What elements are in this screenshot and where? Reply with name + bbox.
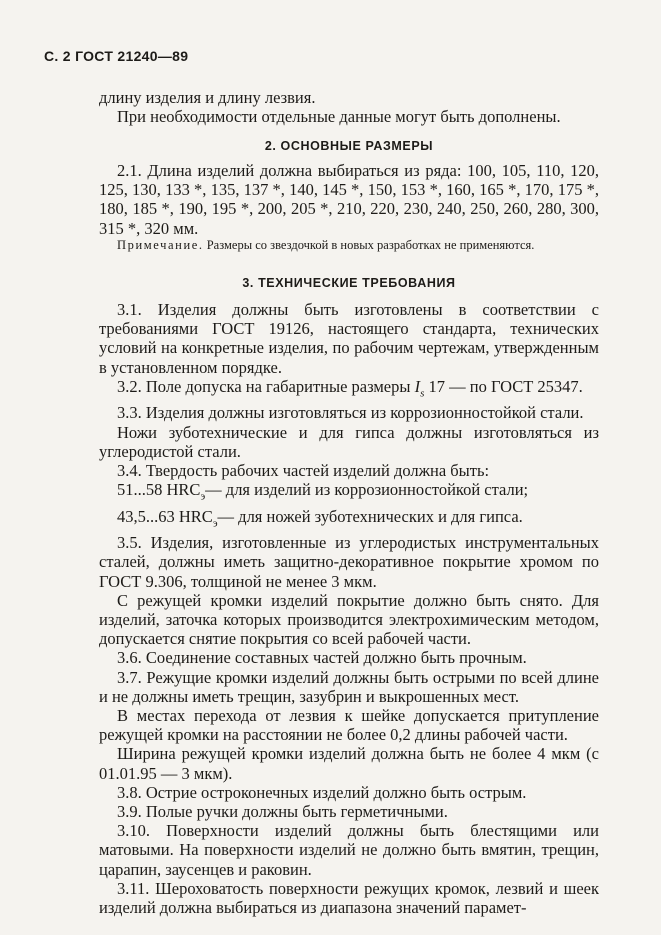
paragraph-3-2-text-a: 3.2. Поле допуска на габаритные размеры [117,376,415,396]
paragraph-3-4: 3.4. Твердость рабочих частей изделий должна быть: [117,460,490,480]
paragraph-3-5b: С режущей кромки изделий покрытие должно быть снято. Для изделий, заточка которых производится электрохимическим методом, допускается снятие покрытия со всей рабочей части. [99,590,599,649]
hardness-value-1: 51...58 HRC [117,480,201,500]
page-header: С. 2 ГОСТ 21240—89 [44,48,189,64]
paragraph-3-10: 3.10. Поверхности изделий должны быть блестящими или матовыми. На поверхности изделий не должно быть вмятин, трещин, царапин, заусенцев и раковин. [99,821,599,879]
intro-line-2: При необходимости отдельные данные могут быть дополнены. [117,107,561,127]
paragraph-3-2-text-b: 17 — по ГОСТ 25347. [424,376,583,396]
intro-text [99,88,599,126]
hardness-subscript-1: э [200,490,206,503]
paragraph-3-2 [99,377,599,404]
paragraph-3-5: 3.5. Изделия, изготовленные из углеродистых инструментальных сталей, должны иметь защитно-декоративное покрытие хромом по ГОСТ 9.306, толщиной не менее 3 мкм. [99,533,599,591]
tolerance-subscript: s [420,387,425,400]
intro-line-1: длину изделия и длину лезвия. [99,88,316,107]
paragraph-3-1: 3.1. Изделия должны быть изготовлены в соответствии с требованиями ГОСТ 19126, настоящего стандарта, технических условий на конкретные изделия, по рабочим чертежам, утвержденным в установленном порядке. [99,300,599,377]
paragraph-3-3: 3.3. Изделия должны изготовляться из коррозионностойкой стали. [117,403,584,423]
section-2-note [99,237,599,253]
note-label: Примечание. [117,238,204,252]
hardness-value-2: 43,5...63 HRC [117,506,213,526]
paragraph-3-8: 3.8. Острие остроконечных изделий должно быть острым. [117,782,527,802]
hardness-line-1 [99,480,599,507]
hardness-line-2 [99,507,599,534]
section-3-heading: 3. ТЕХНИЧЕСКИЕ ТРЕБОВАНИЯ [242,276,456,290]
paragraph-2-1: 2.1. Длина изделий должна выбираться из ряда: 100, 105, 110, 120, 125, 130, 133 *, 135, 137 *, 140, 145 *, 150, 153 *, 160, 165 *, 170, 175 *, 180, 185 *, 190, 195 *, 200, 205 *, 210, 220, 230, 240, 250, 260, 280, 300, 315 *, 320 мм. [99,161,599,238]
paragraph-3-11: 3.11. Шероховатость поверхности режущих кромок, лезвий и шеек изделий должна выбираться из диапазона значений парамет- [99,878,599,917]
section-3-body [99,300,599,917]
hardness-desc-2: — для ножей зуботехнических и для гипса. [217,506,523,526]
section-2-heading: 2. ОСНОВНЫЕ РАЗМЕРЫ [264,139,434,153]
paragraph-3-3b: Ножи зуботехнические и для гипса должны изготовляться из углеродистой стали. [99,422,599,461]
note-text: Размеры со звездочкой в новых разработках не применяются. [206,238,535,252]
paragraph-3-7b: В местах перехода от лезвия к шейке допускается притупление режущей кромки на расстоянии не более 0,2 длины рабочей части. [99,705,599,745]
paragraph-3-9: 3.9. Полые ручки должны быть герметичными. [117,801,448,821]
paragraph-3-7: 3.7. Режущие кромки изделий должны быть острыми по всей длине и не должны иметь трещин, зазубрин и выкрошенных мест. [99,667,599,706]
hardness-subscript-2: э [212,516,218,529]
paragraph-3-6: 3.6. Соединение составных частей должно быть прочным. [117,648,527,668]
tolerance-symbol: I [414,376,421,396]
paragraph-3-7c: Ширина режущей кромки изделий должна быть не более 4 мкм (с 01.01.95 — 3 мкм). [99,744,599,783]
note-paragraph [99,237,599,253]
section-2-body [99,161,599,238]
hardness-desc-1: — для изделий из коррозионностойкой стали; [205,480,529,500]
